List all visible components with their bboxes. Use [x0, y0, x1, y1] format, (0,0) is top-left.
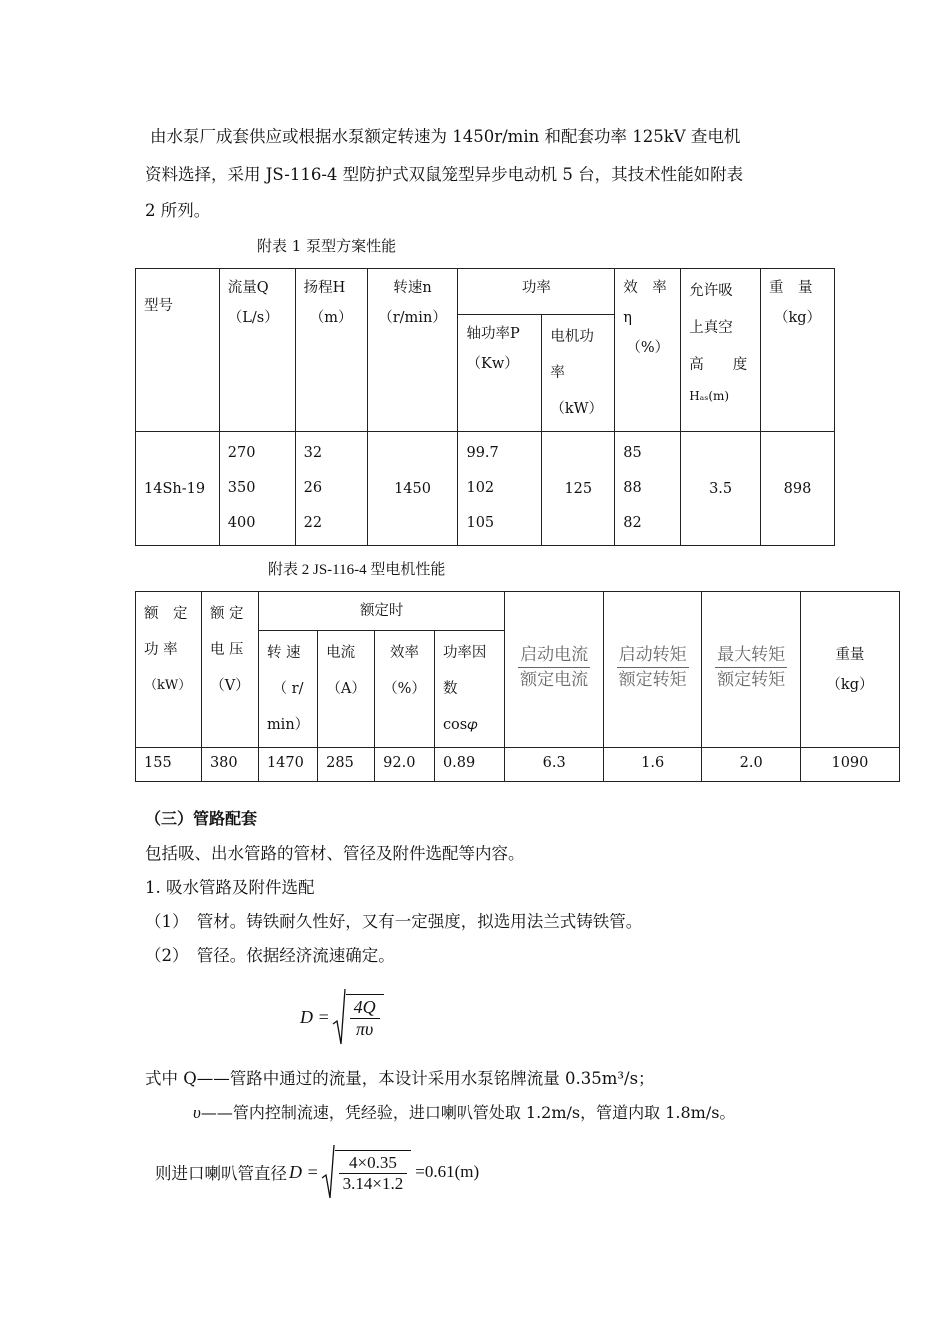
table-row	[136, 748, 900, 782]
t1-header-flow: 流量Q （L/s）	[219, 269, 295, 432]
calc-lhs: D =	[289, 1161, 319, 1182]
calc-sqrt-symbol	[321, 1144, 412, 1200]
t2-header-rated-voltage: 额 定 电 压 （V）	[201, 592, 258, 748]
t2-cell-max-torque: 2.0	[702, 748, 800, 782]
t2-cell-current: 285	[318, 748, 375, 782]
table2	[135, 591, 900, 782]
t2-header-start-current: $\frac{\text{启动电流}}{\text{额定电流}}$	[505, 592, 603, 748]
t2-header-pf: 功率因 数 cos𝜑	[434, 631, 505, 748]
t1-header-power: 功率	[458, 269, 615, 315]
t2-cell-weight: 1090	[800, 748, 899, 782]
t2-cell-rated-voltage: 380	[201, 748, 258, 782]
where-line-1: 式中 Q——管路中通过的流量，本设计采用水泵铭牌流量 0.35m³/s；	[145, 1069, 655, 1088]
t1-header-weight: 重 量 （kg）	[761, 269, 835, 432]
t1-header-motor-power: 电机功 率（kW）	[542, 315, 615, 432]
t2-header-weight: 重量 （kg）	[800, 592, 899, 748]
t1-cell-weight: 898	[761, 432, 835, 546]
t2-cell-speed: 1470	[258, 748, 317, 782]
t2-cell-eff: 92.0	[375, 748, 435, 782]
section-line-2: 1. 吸水管路及附件选配	[145, 878, 315, 897]
t1-header-model: 型号	[136, 269, 220, 432]
t1-header-suction: 允许吸 上真空 高 度 Hₐₛ(m)	[681, 269, 761, 432]
t2-header-rated-time: 额定时	[258, 592, 505, 631]
calc-diameter	[155, 1144, 479, 1200]
table-row	[136, 432, 835, 546]
t2-cell-start-torque: 1.6	[603, 748, 701, 782]
t1-cell-motor-power: 125	[542, 432, 615, 546]
t1-cell-head: 32 26 22	[295, 432, 367, 546]
section-item-1: （1） 管材。铸铁耐久性好，又有一定强度，拟选用法兰式铸铁管。	[145, 912, 643, 931]
where-line-2	[193, 1097, 735, 1129]
t2-header-max-torque: $\frac{\text{最大转矩}}{\text{额定转矩}}$	[702, 592, 800, 748]
t2-cell-rated-power: 155	[136, 748, 202, 782]
calc-numerator: 4×0.35	[339, 1153, 408, 1174]
velocity-symbol: υ	[193, 1103, 201, 1122]
formula-lhs: D =	[300, 1006, 330, 1027]
t2-header-rated-power: 额 定 功 率 （kW）	[136, 592, 202, 748]
t1-cell-shaft-power: 99.7 102 105	[458, 432, 542, 546]
formula-denominator: πυ	[356, 1019, 374, 1039]
t2-cell-pf: 0.89	[434, 748, 505, 782]
t1-header-speed: 转速n （r/min）	[367, 269, 458, 432]
table2-caption: 附表 2 JS-116-4 型电机性能	[268, 562, 446, 578]
intro-line-2: 资料选择，采用 JS-116-4 型防护式双鼠笼型异步电动机 5 台，其技术性能如附表	[145, 165, 744, 184]
t1-cell-flow: 270 350 400	[219, 432, 295, 546]
formula-numerator: 4Q	[350, 997, 380, 1019]
section-heading: （三）管路配套	[145, 809, 258, 828]
calc-result: =0.61(m)	[415, 1162, 480, 1181]
t1-header-shaft-power: 轴功率P （Kw）	[458, 315, 542, 432]
t1-cell-suction: 3.5	[681, 432, 761, 546]
t2-cell-start-current: 6.3	[505, 748, 603, 782]
table1-caption: 附表 1 泵型方案性能	[257, 237, 397, 255]
t1-cell-speed: 1450	[367, 432, 458, 546]
calc-denominator: 3.14×1.2	[342, 1174, 404, 1193]
intro-line-1: 由水泵厂成套供应或根据水泵额定转速为 1450r/min 和配套功率 125kV 查电机	[150, 127, 741, 146]
t2-header-current: 电流 （A）	[318, 631, 375, 748]
t2-header-eff: 效率 （%）	[375, 631, 435, 748]
t2-header-speed: 转 速 （ r/ min）	[258, 631, 317, 748]
section-line-1: 包括吸、出水管路的管材、管径及附件选配等内容。	[145, 844, 525, 863]
t1-cell-eff: 85 88 82	[615, 432, 681, 546]
intro-line-3: 2 所列。	[145, 201, 211, 220]
t1-cell-model: 14Sh-19	[136, 432, 220, 546]
t2-header-start-torque: $\frac{\text{启动转矩}}{\text{额定转矩}}$	[603, 592, 701, 748]
section-item-2: （2） 管径。依据经济流速确定。	[145, 946, 395, 965]
sqrt-symbol	[332, 988, 384, 1046]
t1-header-eff: 效 率 η （%）	[615, 269, 681, 432]
where-line-2-text: ——管内控制流速，凭经验，进口喇叭管处取 1.2m/s，管道内取 1.8m/s。	[200, 1103, 736, 1122]
table1	[135, 268, 835, 546]
formula-diameter	[300, 988, 384, 1046]
calc-prefix: 则进口喇叭管直径	[155, 1164, 287, 1183]
t1-header-head: 扬程H （m）	[295, 269, 367, 432]
